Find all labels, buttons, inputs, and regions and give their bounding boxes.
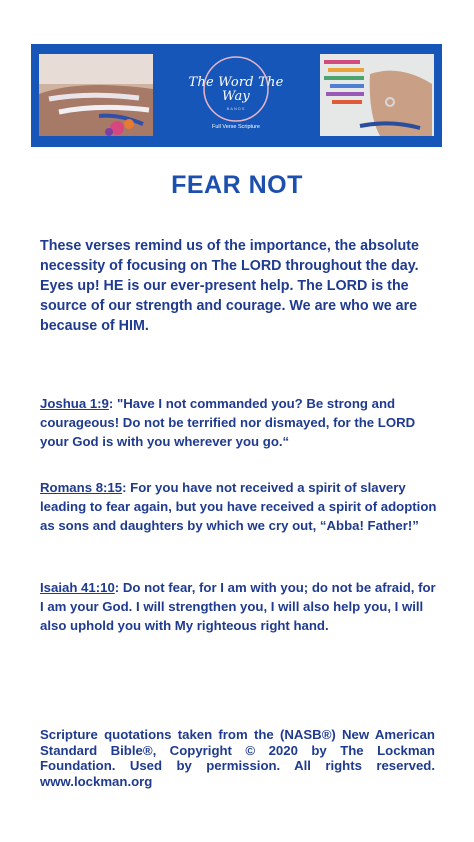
bible-hand-image bbox=[320, 54, 434, 136]
wristband-photo-left bbox=[39, 54, 153, 136]
intro-paragraph: These verses remind us of the importance, the absolute necessity of focusing on The LORD throughout the day. Eyes up! HE is our ever-present help. The LORD is the source of our strength and courage. We are who we are because of HIM. bbox=[40, 238, 419, 334]
verse-reference: Romans 8:15 bbox=[40, 480, 123, 495]
verse-reference: Joshua 1:9 bbox=[40, 396, 109, 411]
verse-romans bbox=[40, 478, 442, 535]
bible-photo-right bbox=[320, 54, 434, 136]
hands-image bbox=[39, 54, 153, 136]
verse-isaiah bbox=[40, 578, 442, 635]
verse-text: : "Have I not commanded you? Be strong and courageous! Do not be terrified nor dismayed, for the LORD your God is with you wherever you go.“ bbox=[40, 396, 416, 449]
page-title: FEAR NOT bbox=[171, 171, 303, 199]
verse-reference: Isaiah 41:10 bbox=[40, 580, 115, 595]
copyright-notice: Scripture quotations taken from the (NASB®) New American Standard Bible®, Copyright © 2020 by The Lockman Foundation. Used by permission. All rights reserved. www.lockman.org bbox=[40, 727, 435, 789]
verse-text: : For you have not received a spirit of slavery leading to fear again, but you have received a spirit of adoption as sons and daughters by which we cry out, “Abba! Father!” bbox=[40, 480, 437, 533]
brand-logo bbox=[181, 52, 291, 138]
logo-subtitle: BANDS bbox=[226, 106, 246, 111]
header-banner bbox=[31, 44, 442, 147]
verse-text: : Do not fear, for I am with you; do not be afraid, for I am your God. I will strengthen you, I will also help you, I will also uphold you with My righteous right hand. bbox=[40, 580, 436, 633]
logo-ring-icon bbox=[201, 54, 271, 124]
logo-title: The Word The Way bbox=[188, 75, 284, 104]
banner-tagline: Full Verse Scripture bbox=[212, 124, 260, 130]
verse-joshua bbox=[40, 394, 442, 451]
